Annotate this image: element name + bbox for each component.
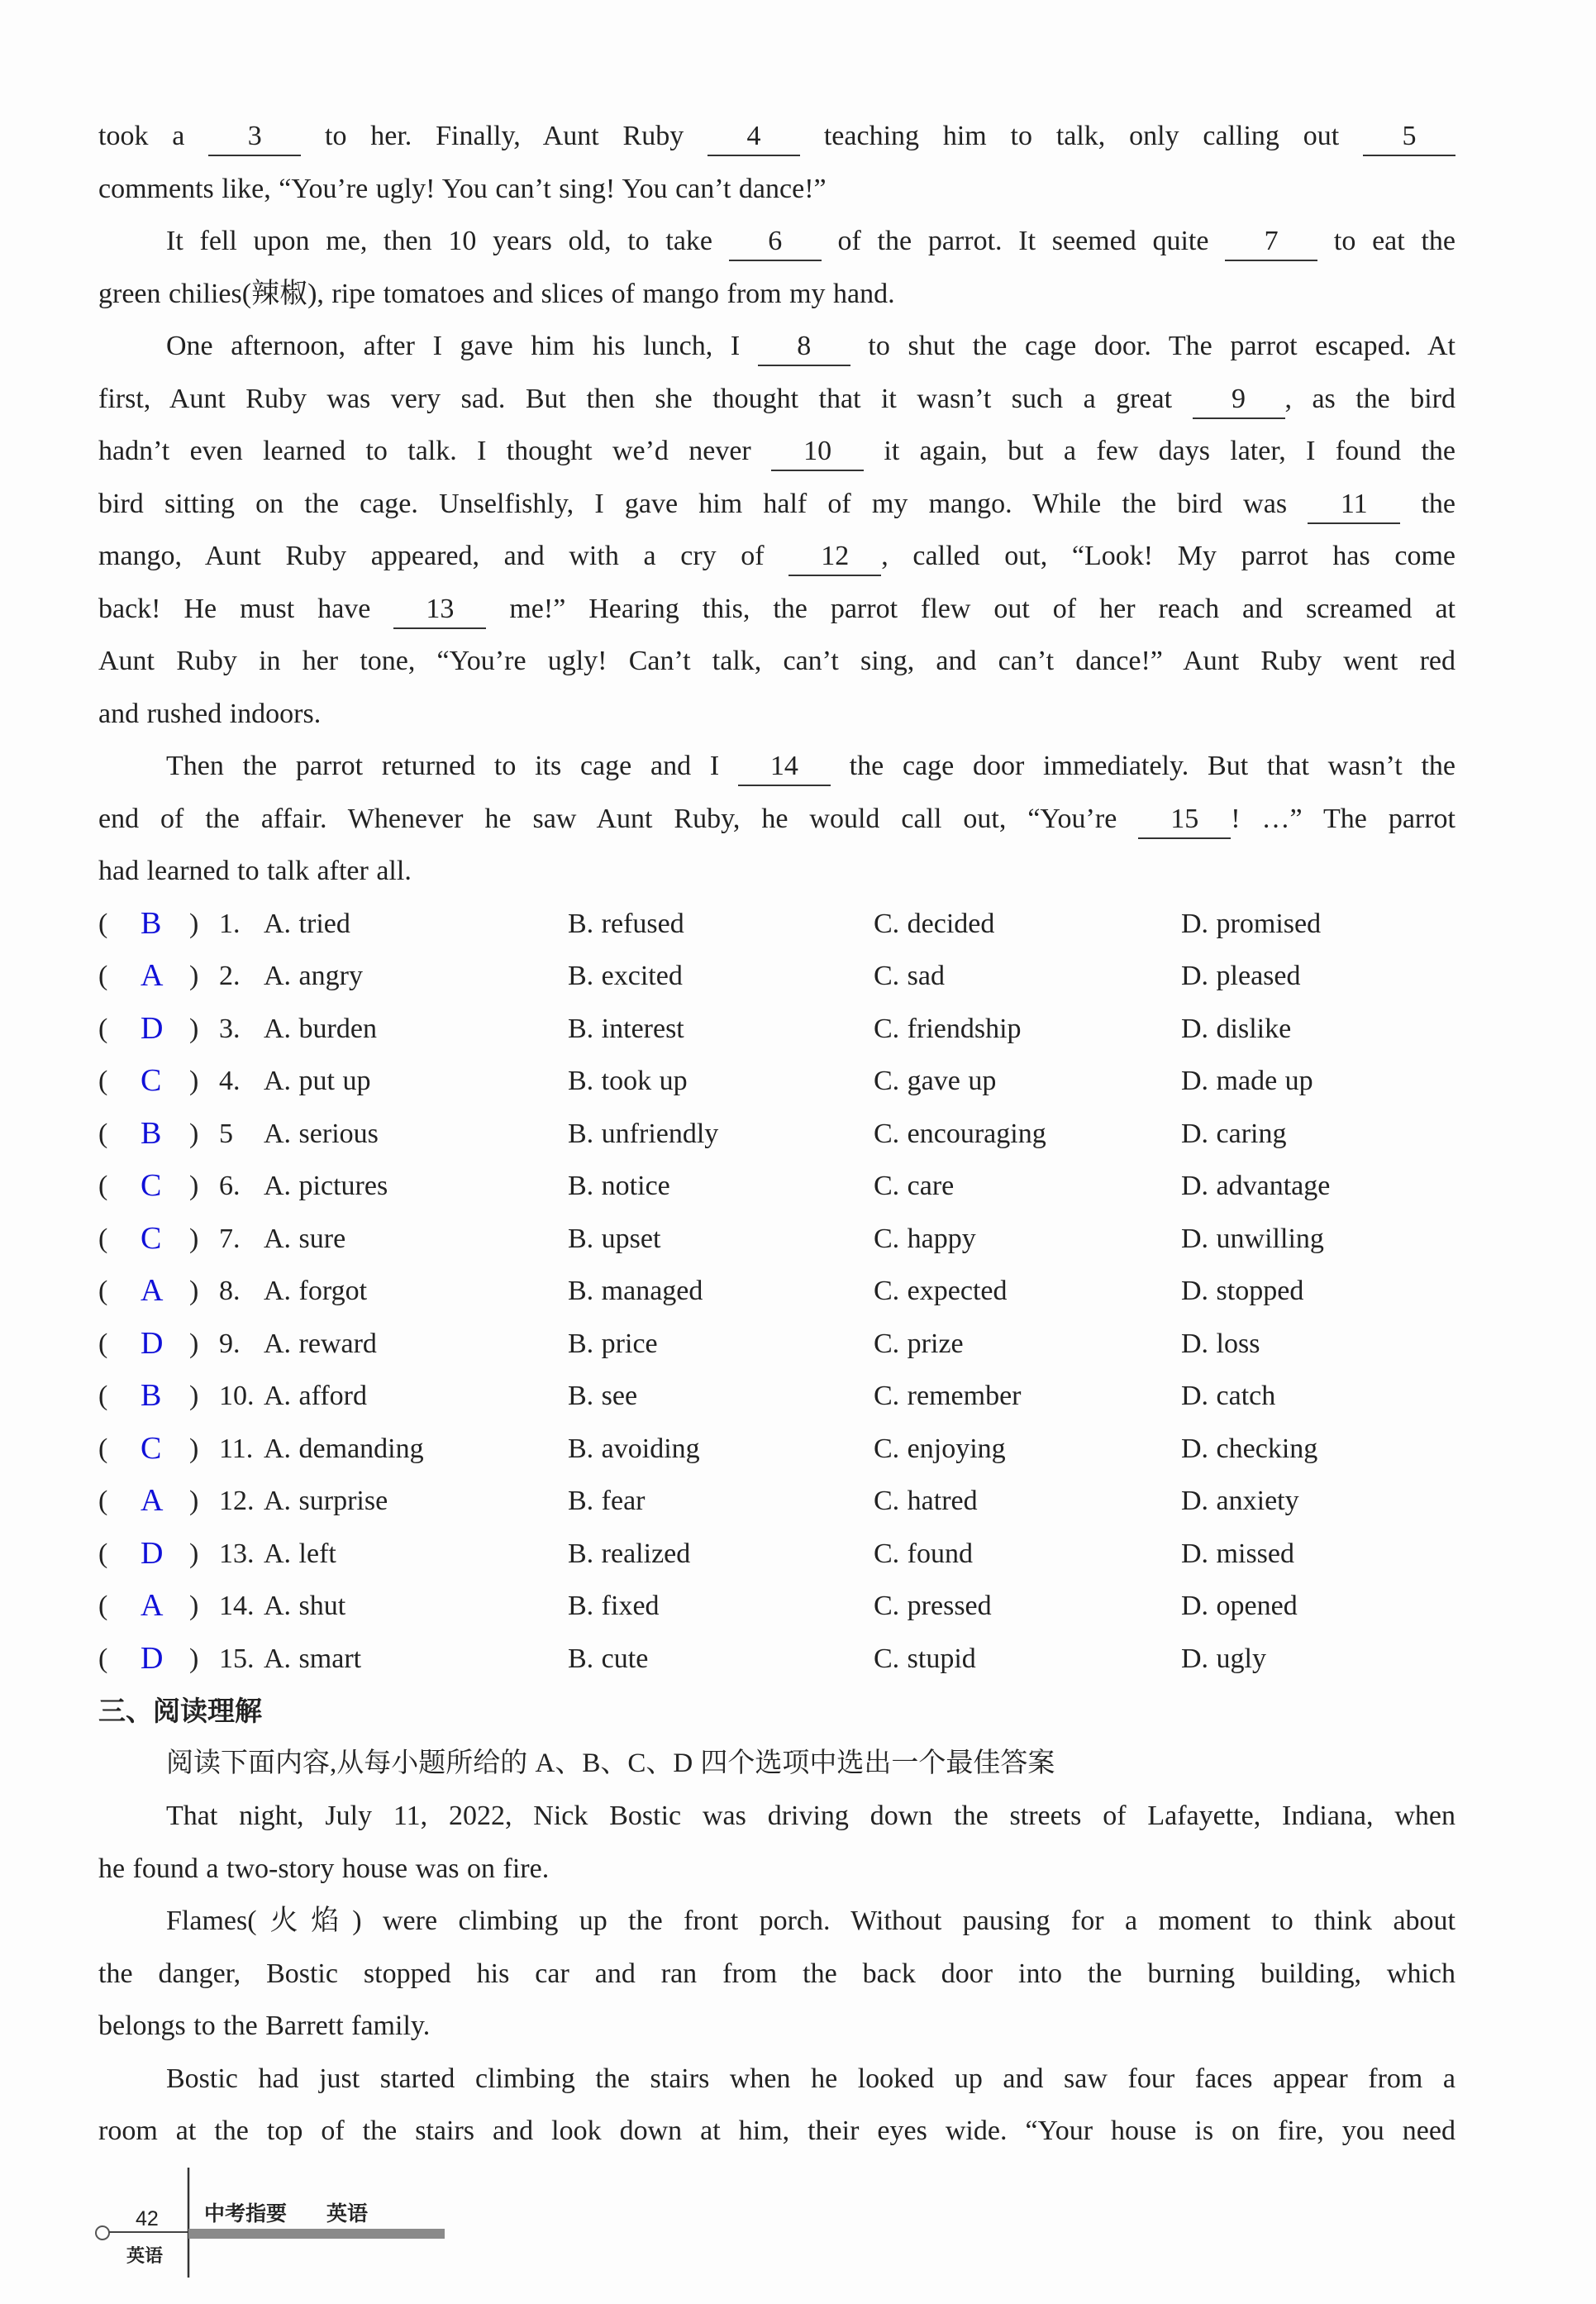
paren-close: ) [189, 1276, 199, 1306]
option-c: C. enjoying [874, 1433, 1006, 1464]
option-c: C. care [874, 1171, 955, 1201]
blank-9: 9 [1193, 381, 1285, 419]
paren-close: ) [189, 1171, 199, 1201]
blank-14: 14 [738, 748, 831, 786]
option-a: A. put up [264, 1066, 371, 1096]
reading-line: the danger, Bostic stopped his car and ran from the back door into the burning building, which [98, 1958, 1455, 1989]
passage-line: and rushed indoors. [98, 698, 322, 729]
blank-3: 3 [208, 118, 301, 156]
reading-instruction: 阅读下面内容,从每小题所给的 A、B、C、D 四个选项中选出一个最佳答案 [166, 1748, 1055, 1778]
passage-line: One afternoon, after I gave him his lunch, I 8 to shut the cage door. The parrot escaped. At [98, 320, 1455, 373]
passage-line: took a 3 to her. Finally, Aunt Ruby 4 teaching him to talk, only calling out 5 [98, 110, 1455, 163]
answer-letter: A [141, 1588, 164, 1623]
passage-line: mango, Aunt Ruby appeared, and with a cry of 12 , called out, “Look! My parrot has come [98, 530, 1455, 583]
question-number: 1. [219, 908, 241, 939]
option-c: C. found [874, 1538, 973, 1569]
answer-letter: A [141, 1273, 164, 1308]
option-c: C. pressed [874, 1591, 992, 1621]
paren-open: ( [98, 1433, 108, 1464]
paren-open: ( [98, 1328, 108, 1359]
passage-line: Then the parrot returned to its cage and I 14 the cage door immediately. But that wasn’t the [98, 740, 1455, 793]
book-subject: 英语 [326, 2201, 369, 2225]
option-b: B. took up [568, 1066, 688, 1096]
footer-rule-graphic [0, 2149, 579, 2298]
paren-open: ( [98, 1486, 108, 1516]
passage-line: had learned to talk after all. [98, 856, 412, 886]
option-b: B. refused [568, 908, 684, 939]
paren-close: ) [189, 1643, 199, 1674]
option-a: A. pictures [264, 1171, 388, 1201]
option-d: D. missed [1181, 1538, 1294, 1569]
question-number: 14. [219, 1591, 255, 1621]
option-b: B. fixed [568, 1591, 660, 1621]
option-d: D. made up [1181, 1066, 1313, 1096]
paren-open: ( [98, 1118, 108, 1149]
page-footer [0, 2149, 579, 2298]
option-c: C. gave up [874, 1066, 997, 1096]
question-row [98, 1580, 1455, 1633]
question-number: 8. [219, 1276, 241, 1306]
option-a: A. demanding [264, 1433, 424, 1464]
option-b: B. upset [568, 1223, 661, 1254]
answer-letter: A [141, 1483, 164, 1518]
reading-passage [98, 1790, 1455, 2158]
paren-open: ( [98, 1066, 108, 1096]
reading-line: That night, July 11, 2022, Nick Bostic was driving down the streets of Lafayette, Indiana, when [166, 1801, 1455, 1831]
option-c: C. friendship [874, 1013, 1022, 1044]
question-number: 15. [219, 1643, 255, 1674]
option-d: D. promised [1181, 908, 1322, 939]
passage-line: Aunt Ruby in her tone, “You’re ugly! Can’t talk, can’t sing, and can’t dance!” Aunt Ruby went red [98, 646, 1455, 676]
reading-line: he found a two-story house was on fire. [98, 1853, 550, 1884]
paren-open: ( [98, 961, 108, 991]
paren-open: ( [98, 1171, 108, 1201]
blank-8: 8 [758, 328, 850, 366]
blank-11: 11 [1308, 486, 1400, 524]
question-number: 12. [219, 1486, 255, 1516]
option-c: C. decided [874, 908, 995, 939]
answer-letter: D [141, 1640, 164, 1676]
question-number: 3. [219, 1013, 241, 1044]
option-c: C. expected [874, 1276, 1008, 1306]
passage-line: It fell upon me, then 10 years old, to take 6 of the parrot. It seemed quite 7 to eat the [98, 215, 1455, 268]
option-d: D. pleased [1181, 961, 1301, 991]
paren-open: ( [98, 1223, 108, 1254]
paren-open: ( [98, 1276, 108, 1306]
blank-10: 10 [771, 433, 864, 471]
option-a: A. tried [264, 908, 350, 939]
paren-open: ( [98, 1643, 108, 1674]
question-row [98, 1108, 1455, 1161]
page-number: 42 [136, 2207, 159, 2230]
answer-letter: C [141, 1168, 162, 1203]
answer-letter: B [141, 1115, 162, 1151]
passage-line: first, Aunt Ruby was very sad. But then she thought that it wasn’t such a great 9 , as the bird [98, 373, 1455, 426]
option-d: D. advantage [1181, 1171, 1331, 1201]
answer-letter: D [141, 1535, 164, 1571]
question-number: 13. [219, 1538, 255, 1569]
blank-7: 7 [1225, 223, 1317, 261]
option-d: D. ugly [1181, 1643, 1266, 1674]
paren-close: ) [189, 1328, 199, 1359]
question-number: 4. [219, 1066, 241, 1096]
question-row [98, 1633, 1455, 1686]
blank-12: 12 [788, 538, 881, 576]
passage-line: green chilies(辣椒), ripe tomatoes and slices of mango from my hand. [98, 278, 895, 309]
answer-letter: D [141, 1010, 164, 1046]
blank-13: 13 [393, 591, 486, 629]
reading-line: belongs to the Barrett family. [98, 2011, 431, 2041]
question-row [98, 1370, 1455, 1423]
question-number: 10. [219, 1381, 255, 1411]
answer-letter: A [141, 958, 164, 993]
answer-letter: C [141, 1430, 162, 1466]
passage-line: back! He must have 13 me!” Hearing this, the parrot flew out of her reach and screamed at [98, 583, 1455, 636]
option-d: D. checking [1181, 1433, 1318, 1464]
option-c: C. hatred [874, 1486, 978, 1516]
question-number: 2. [219, 961, 241, 991]
question-number: 9. [219, 1328, 241, 1359]
option-c: C. remember [874, 1381, 1022, 1411]
question-row [98, 1475, 1455, 1528]
option-b: B. unfriendly [568, 1118, 719, 1149]
blank-6: 6 [729, 223, 822, 261]
passage-line: hadn’t even learned to talk. I thought we’d never 10 it again, but a few days later, I found the [98, 425, 1455, 478]
option-b: B. notice [568, 1171, 670, 1201]
cloze-passage [98, 110, 1455, 898]
option-c: C. prize [874, 1328, 964, 1359]
reading-line: Flames(火焰) were climbing up the front porch. Without pausing for a moment to think about [166, 1906, 1455, 1936]
option-c: C. happy [874, 1223, 976, 1254]
option-a: A. surprise [264, 1486, 388, 1516]
option-a: A. forgot [264, 1276, 368, 1306]
option-d: D. stopped [1181, 1276, 1304, 1306]
answer-letter: B [141, 905, 162, 941]
option-a: A. afford [264, 1381, 367, 1411]
paren-close: ) [189, 1223, 199, 1254]
option-b: B. excited [568, 961, 683, 991]
question-number: 6. [219, 1171, 241, 1201]
option-b: B. see [568, 1381, 638, 1411]
reading-line: Bostic had just started climbing the stairs when he looked up and saw four faces appear from a [166, 2063, 1455, 2094]
answer-letter: C [141, 1220, 162, 1256]
option-a: A. shut [264, 1591, 346, 1621]
paren-close: ) [189, 1538, 199, 1569]
option-d: D. opened [1181, 1591, 1298, 1621]
passage-line: end of the affair. Whenever he saw Aunt Ruby, he would call out, “You’re 15 ! …” The parrot [98, 793, 1455, 846]
option-d: D. anxiety [1181, 1486, 1299, 1516]
paren-close: ) [189, 908, 199, 939]
question-number: 7. [219, 1223, 241, 1254]
option-d: D. catch [1181, 1381, 1276, 1411]
paren-close: ) [189, 1591, 199, 1621]
option-b: B. price [568, 1328, 658, 1359]
paren-open: ( [98, 1538, 108, 1569]
option-a: A. smart [264, 1643, 362, 1674]
paren-close: ) [189, 1066, 199, 1096]
question-row [98, 1423, 1455, 1476]
option-d: D. loss [1181, 1328, 1260, 1359]
question-row [98, 1213, 1455, 1266]
option-b: B. fear [568, 1486, 646, 1516]
option-b: B. avoiding [568, 1433, 700, 1464]
option-b: B. realized [568, 1538, 691, 1569]
option-a: A. serious [264, 1118, 379, 1149]
blank-15: 15 [1138, 801, 1231, 839]
question-row [98, 950, 1455, 1003]
footer-subject-label: 英语 [126, 2246, 164, 2267]
paren-close: ) [189, 1381, 199, 1411]
question-row [98, 1160, 1455, 1213]
paren-open: ( [98, 1381, 108, 1411]
option-a: A. reward [264, 1328, 377, 1359]
paren-close: ) [189, 1433, 199, 1464]
option-b: B. cute [568, 1643, 649, 1674]
question-row [98, 1528, 1455, 1581]
question-row [98, 1265, 1455, 1318]
option-d: D. dislike [1181, 1013, 1292, 1044]
paren-close: ) [189, 1013, 199, 1044]
book-title: 中考指要 [204, 2201, 288, 2225]
paren-open: ( [98, 1013, 108, 1044]
paren-close: ) [189, 1118, 199, 1149]
option-a: A. burden [264, 1013, 377, 1044]
blank-4: 4 [707, 118, 800, 156]
reading-line: room at the top of the stairs and look down at him, their eyes wide. “Your house is on fire, you need [98, 2116, 1455, 2146]
option-d: D. caring [1181, 1118, 1287, 1149]
question-row [98, 1003, 1455, 1056]
question-row [98, 898, 1455, 951]
option-a: A. sure [264, 1223, 346, 1254]
option-b: B. interest [568, 1013, 684, 1044]
section-heading: 三、阅读理解 [98, 1695, 262, 1727]
option-d: D. unwilling [1181, 1223, 1324, 1254]
paren-close: ) [189, 1486, 199, 1516]
option-a: A. angry [264, 961, 363, 991]
option-c: C. encouraging [874, 1118, 1046, 1149]
page-content [98, 110, 1455, 2158]
answer-letter: C [141, 1063, 162, 1098]
passage-line: bird sitting on the cage. Unselfishly, I gave him half of my mango. While the bird was 11 the [98, 478, 1455, 531]
option-b: B. managed [568, 1276, 703, 1306]
blank-5: 5 [1363, 118, 1455, 156]
option-c: C. sad [874, 961, 945, 991]
paren-open: ( [98, 1591, 108, 1621]
option-a: A. left [264, 1538, 336, 1569]
paren-close: ) [189, 961, 199, 991]
passage-line: comments like, “You’re ugly! You can’t sing! You can’t dance!” [98, 173, 827, 204]
question-row [98, 1318, 1455, 1371]
question-row [98, 1055, 1455, 1108]
cloze-questions [98, 898, 1455, 1686]
question-number: 5 [219, 1118, 233, 1149]
question-number: 11. [219, 1433, 254, 1464]
answer-letter: D [141, 1325, 164, 1361]
paren-open: ( [98, 908, 108, 939]
option-c: C. stupid [874, 1643, 976, 1674]
answer-letter: B [141, 1378, 162, 1413]
